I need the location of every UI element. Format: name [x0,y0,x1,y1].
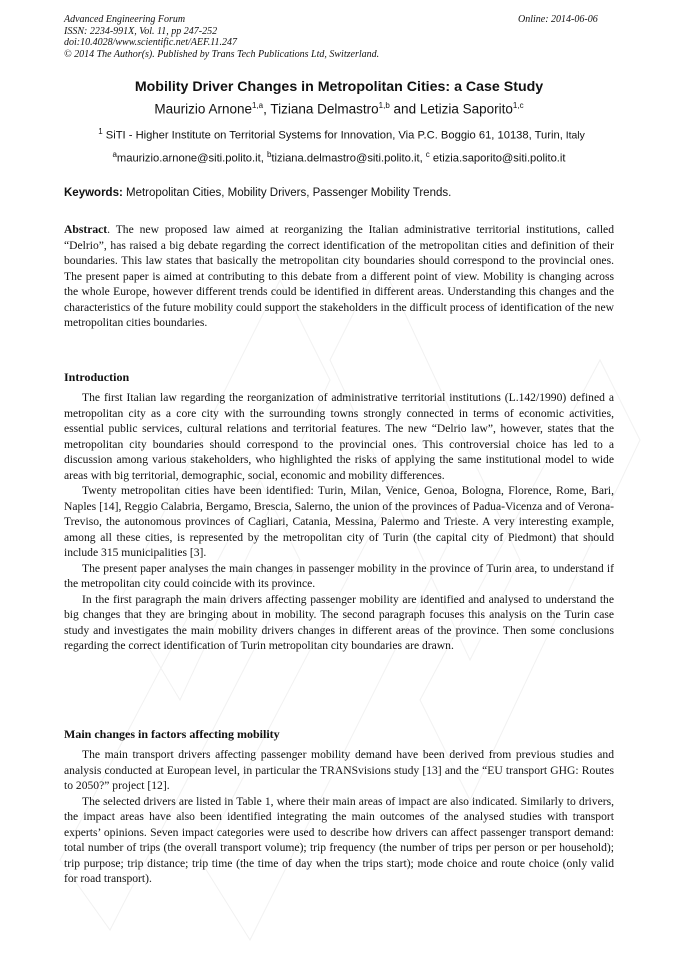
abstract-text: . The new proposed law aimed at reorganizing the Italian administrative territorial institutions, called “Delrio”, has raised a big debate regarding the correct identification of the metropolitan cities and definition of their boundaries. This law states that basically the metropolitan city boundaries should correspond to the provincial ones. The present paper is aimed at contributing to this debate from a different point of view. Mobility is changing across the whole Europe, however different trends could be identified in different areas. Understanding this changes and the characteristics of the future mobility could support the stakeholders in the difficult process of identification of the new metropolitan cities boundaries. [64,223,614,329]
author-name: Maurizio Arnone [154,101,252,117]
author-name: Letizia Saporito [419,101,513,117]
journal-header [64,14,379,60]
email-link[interactable]: maurizio.arnone@siti.polito.it [116,152,261,165]
keywords-label: Keywords: [64,187,123,199]
email-superscript: a [112,150,117,159]
author-separator: and [389,101,420,117]
affiliation-text: SiTI - Higher Institute on Territorial Systems for Innovation, Via P.C. Boggio 61, 10138, Turin, [102,129,563,142]
section-heading-main-changes: Main changes in factors affecting mobility [64,727,280,741]
author-superscript: 1,a [251,101,264,110]
paragraph: The main transport drivers affecting passenger mobility demand have been derived from previous studies and analysis conducted at European level, in particular the TRANSvisions study [13] and the “EU transport GHG: Routes to 2050?” project [12]. [64,748,614,792]
affiliation-country: Italy [562,130,585,142]
abstract [64,222,614,331]
section-heading-introduction: Introduction [64,370,130,384]
paper-title: Mobility Driver Changes in Metropolitan Cities: a Case Study [134,79,544,95]
abstract-label: Abstract [64,223,108,236]
copyright-line: © 2014 The Author(s). Published by Trans Tech Publications Ltd, Switzerland. [64,48,380,60]
issn-line: ISSN: 2234-991X, Vol. 11, pp 247-252 [64,25,218,37]
paragraph: The first Italian law regarding the reorganization of administrative territorial institutions (L.142/1990) defined a metropolitan city as a core city with the surrounding towns strongly connected in terms of economic activities, essential public services, cultural relations and territorial features. The new “Delrio law”, however, states that the metropolitan city boundaries should correspond to the provincial ones. This controversial choice has led to a discussion among various stakeholders, who highlighted the risks of applying the same institutional model to wide areas with big territorial, demographic, social, economic and mobility differences. [64,391,614,482]
author-separator: , [263,101,271,117]
keywords [64,187,451,199]
keywords-text: Metropolitan Cities, Mobility Drivers, Passenger Mobility Trends. [122,187,452,199]
online-date: Online: 2014-06-06 [518,14,598,25]
journal-name: Advanced Engineering Forum [64,14,186,25]
author-name: Tiziana Delmastro [270,101,379,117]
author-superscript: 1,b [378,101,390,110]
email-superscript: c [425,150,430,159]
author-emails: $^a$maurizio.arnone@siti.polito.it, $^b$tiziana.delmastro@siti.polito.it, $^c$ etizia.saporito@siti.polito.it [112,150,566,165]
author-superscript: 1,c [512,101,524,110]
paragraph: The selected drivers are listed in Table 1, where their main areas of impact are also indicated. Similarly to drivers, the impact areas have also been identified integrating the main outcomes of the analysed studies with transport experts’ opinions. Seven impact categories were used to describe how drivers can affect passenger transport demand: total number of trips (the overall transport volume); trip frequency (the number of trips per person or per household); trip purpose; trip distance; trip time (the time of day when the trips start); mode choice and route choice (only valid for road transport). [64,794,614,885]
doi-line: doi:10.4028/www.scientific.net/AEF.11.247 [64,37,238,48]
email-superscript: b [266,150,272,159]
email-link[interactable]: etizia.saporito@siti.polito.it [432,152,566,165]
affiliation [64,127,619,142]
paragraph: The present paper analyses the main changes in passenger mobility in the province of Turin area, to understand if the metropolitan city could coincide with its province. [64,561,614,590]
paragraph: In the first paragraph the main drivers affecting passenger mobility are identified and analysed to understand the big changes that they are bringing about in mobility. The second paragraph focuses this analysis on the Turin case study and investigates the main mobility drivers changes in different areas of the province. Then some conclusions regarding the correct identification of Turin metropolitan city boundaries are drawn. [64,592,614,652]
main-changes-body [64,747,614,887]
email-link[interactable]: tiziana.delmastro@siti.polito.it [271,152,420,165]
affiliation-superscript: 1 [98,127,103,136]
author-list [64,101,614,117]
introduction-body [64,390,614,654]
paragraph: Twenty metropolitan cities have been identified: Turin, Milan, Venice, Genoa, Bologna, Florence, Rome, Bari, Naples [14], Reggio Calabria, Bergamo, Brescia, Salerno, the union of the provinces of Padua-Vicenza and of Verona-Treviso, the autonomous provinces of Cagliari, Catania, Messina, Palermo and Trieste. A very interesting example, among all these cities, is represented by the metropolitan city of Turin (the capital city of Piedmont) that should include 315 municipalities [3]. [64,484,614,559]
